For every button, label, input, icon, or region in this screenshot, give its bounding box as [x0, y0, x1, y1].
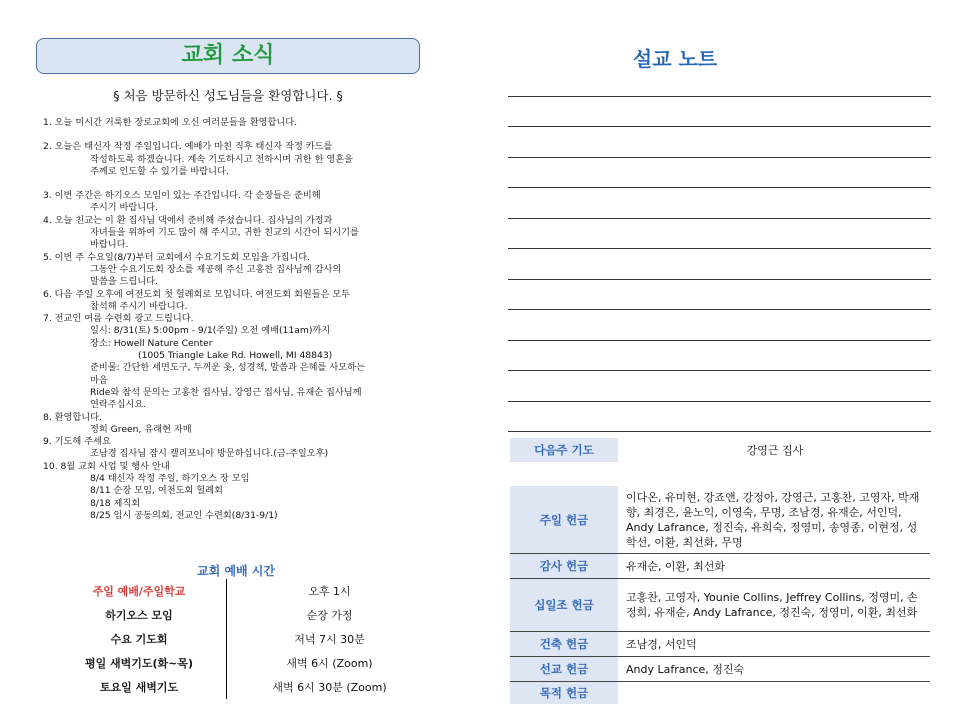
offering-row	[510, 682, 930, 704]
service-name: 하기오스 모임	[52, 603, 227, 627]
offering-names	[620, 682, 930, 704]
prayer-row	[510, 438, 930, 462]
service-time: 순장 가정	[306, 609, 353, 622]
offering-row	[510, 579, 930, 631]
offering-label: 감사 헌금	[510, 554, 618, 578]
sermon-notes-panel	[480, 0, 960, 720]
note-line	[508, 309, 931, 310]
note-line	[508, 279, 931, 280]
news-item-3-cont: 주시기 바랍니다.	[90, 202, 158, 214]
retreat-date: 일시: 8/31(토) 5:00pm - 9/1(주일) 오전 예배(11am)까지	[90, 325, 331, 337]
note-line	[508, 340, 931, 341]
offering-label: 선교 헌금	[510, 657, 618, 681]
news-item-2-cont: 주께로 인도할 수 있기를 바랍니다.	[90, 165, 229, 177]
news-item-5-cont: 말씀을 드립니다.	[90, 276, 158, 288]
news-item-10: 10. 8월 교회 사업 및 행사 안내	[43, 460, 170, 472]
prayer-section	[510, 438, 930, 462]
offering-label: 십일조 헌금	[510, 579, 618, 631]
news-item-4-cont: 바랍니다.	[90, 239, 129, 251]
note-line	[508, 187, 931, 188]
news-item-4-cont: 자녀들을 위하여 기도 많이 해 주시고, 귀한 친교의 시간이 되시기를	[90, 227, 359, 239]
church-news-title: 교회 소식	[36, 38, 420, 74]
news-list	[43, 117, 443, 522]
offering-label: 주일 헌금	[510, 486, 618, 553]
offering-row	[510, 554, 930, 578]
note-line	[508, 157, 931, 158]
news-item-5: 5. 이번 주 수요일(8/7)부터 교회에서 수요기도회 모임을 가집니다.	[43, 251, 311, 263]
note-line	[508, 248, 931, 249]
service-name: 주일 예배/주일학교	[52, 579, 227, 603]
offering-names: 이다온, 유미현, 강죠앤, 강정아, 강영근, 고홍찬, 고영자, 박재향, 최경은, 윤노익, 이영숙, 무명, 조남경, 유재순, 서인덕, Andy Lafrance, 정진숙, 유희숙, 정영미, 송영종, 이현정, 성학선, 이환, 최선화, 무명	[626, 490, 920, 549]
service-time: 새벽 6시 30분 (Zoom)	[272, 681, 387, 694]
table-row	[52, 603, 432, 627]
welcome-message: § 처음 방문하신 성도님들을 환영합니다. §	[113, 88, 343, 103]
note-line	[508, 96, 931, 97]
service-time: 저녁 7시 30분	[294, 633, 365, 646]
worship-times-title: 교회 예배 시간	[197, 564, 275, 578]
schedule-item: 8/25 임시 공동의회, 전교인 수련회(8/31-9/1)	[90, 509, 278, 521]
offering-row	[510, 486, 930, 553]
retreat-place: 장소: Howell Nature Center	[90, 337, 213, 349]
news-item-7: 7. 전교인 여름 수련회 광고 드립니다.	[43, 313, 194, 325]
sermon-notes-title: 설교 노트	[632, 47, 718, 71]
table-row	[52, 651, 432, 675]
retreat-contact-cont: 연락주십시요.	[90, 399, 147, 411]
service-time: 새벽 6시 (Zoom)	[286, 657, 373, 670]
retreat-contact: Ride와 참석 문의는 고홍찬 집사님, 강영근 집사님, 유재순 집사님께	[90, 386, 362, 398]
news-item-2-cont: 작성하도록 하겠습니다. 계속 기도하시고 전하시며 귀한 한 영혼을	[90, 153, 353, 165]
offering-table	[510, 486, 930, 704]
offering-row	[510, 632, 930, 656]
news-item-6: 6. 다음 주일 오후에 여전도회 첫 헐례회로 모입니다. 여전도회 회원들은 모두	[43, 288, 351, 300]
prayer-value: 강영근 집사	[746, 443, 804, 457]
schedule-item: 8/18 제직회	[90, 497, 141, 509]
offering-names: Andy Lafrance, 정진숙	[626, 662, 745, 676]
news-item-9: 9. 기도해 주세요	[43, 436, 111, 448]
service-name: 평일 새벽기도(화~목)	[52, 651, 227, 675]
news-item-3: 3. 이번 주간은 하기오스 모임이 있는 주간입니다. 각 순장들은 준비해	[43, 190, 321, 202]
news-item-5-cont: 그동안 수요기도회 장소를 제공해 주신 고홍찬 집사님께 감사의	[90, 263, 342, 275]
offering-label: 건축 헌금	[510, 632, 618, 656]
offering-names: 조남경, 서인덕	[626, 637, 697, 651]
service-name: 수요 기도회	[52, 627, 227, 651]
worship-times-table	[52, 579, 432, 699]
note-line	[508, 370, 931, 371]
offering-names: 유재순, 이환, 최선화	[626, 559, 725, 573]
service-time: 오후 1시	[308, 585, 351, 598]
note-line	[508, 401, 931, 402]
retreat-supplies-cont: 마음	[90, 374, 108, 386]
news-item-2: 2. 오늘은 태신자 작정 주일입니다. 예배가 마친 직후 태신자 작정 카드를	[43, 141, 333, 153]
table-row	[52, 675, 432, 699]
welcome-names: 정희 Green, 유래현 자매	[90, 423, 192, 435]
note-line	[508, 431, 931, 432]
offering-row	[510, 657, 930, 681]
news-item-4: 4. 오늘 친교는 이 환 집사님 댁에서 준비해 주셨습니다. 집사님의 가정과	[43, 214, 333, 226]
retreat-supplies: 준비물: 간단한 세면도구, 두꺼운 옷, 성경책, 말씀과 은혜를 사모하는	[90, 362, 365, 374]
note-line	[508, 218, 931, 219]
table-row	[52, 579, 432, 603]
news-item-1: 1. 오늘 미시간 거룩한 장로교회에 오신 여러분들을 환영합니다.	[43, 117, 298, 128]
news-item-6-cont: 참석해 주시기 바랍니다.	[90, 300, 188, 312]
table-row	[52, 627, 432, 651]
offering-names: 고홍찬, 고영자, Younie Collins, Jeffrey Collins, 정영미, 손정희, 유재순, Andy Lafrance, 정진숙, 정영미, 이환, 최선화	[626, 591, 918, 619]
schedule-item: 8/4 태신자 작정 주일, 하기오스 장 모임	[90, 473, 250, 485]
news-item-8: 8. 환영합니다.	[43, 411, 102, 423]
prayer-label: 다음주 기도	[510, 438, 618, 462]
prayer-request: 조남경 집사님 잠시 캘리포니아 방문하십니다.(금-주일오후)	[90, 448, 329, 460]
note-line	[508, 126, 931, 127]
schedule-item: 8/11 순장 모임, 여전도회 헐례회	[90, 485, 223, 497]
offering-label: 목적 헌금	[510, 682, 618, 704]
service-name: 토요일 새벽기도	[52, 675, 227, 699]
retreat-address: (1005 Triangle Lake Rd. Howell, MI 48843)	[138, 350, 333, 362]
